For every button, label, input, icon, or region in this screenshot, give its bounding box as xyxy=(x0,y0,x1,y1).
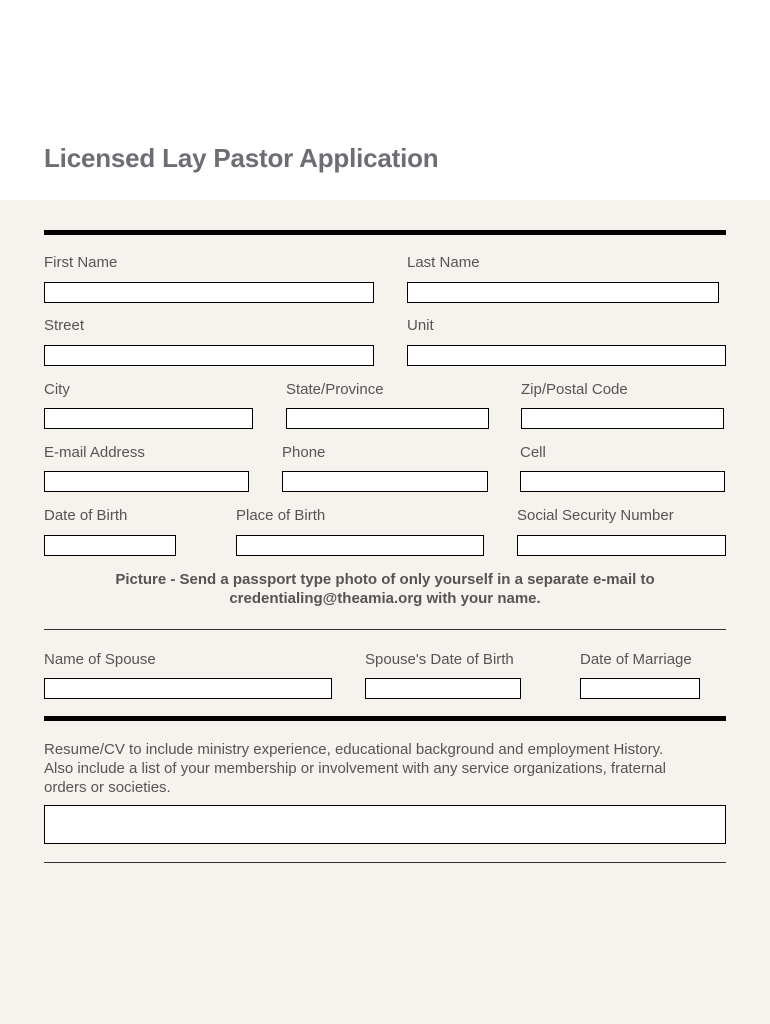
spouse-name-label: Name of Spouse xyxy=(44,651,156,668)
spouse-dob-label: Spouse's Date of Birth xyxy=(365,651,514,668)
divider-top xyxy=(44,230,726,235)
resume-instructions-line-2: Also include a list of your membership or involvement with any service organizations, fraternal xyxy=(44,760,666,777)
zip-label: Zip/Postal Code xyxy=(521,381,628,398)
picture-note xyxy=(44,570,726,608)
pob-field[interactable] xyxy=(236,535,484,556)
street-field[interactable] xyxy=(44,345,374,366)
picture-note-line-2: credentialing@theamia.org with your name. xyxy=(229,590,541,607)
state-field[interactable] xyxy=(286,408,489,429)
page-title: Licensed Lay Pastor Application xyxy=(44,143,439,173)
city-label: City xyxy=(44,381,70,398)
marriage-date-label: Date of Marriage xyxy=(580,651,692,668)
first-name-field[interactable] xyxy=(44,282,374,303)
dob-field[interactable] xyxy=(44,535,176,556)
picture-note-line-1: Picture - Send a passport type photo of only yourself in a separate e-mail to xyxy=(115,571,655,588)
state-label: State/Province xyxy=(286,381,384,398)
pob-label: Place of Birth xyxy=(236,507,326,524)
dob-label: Date of Birth xyxy=(44,507,128,524)
last-name-label: Last Name xyxy=(407,254,480,271)
divider-resume xyxy=(44,716,726,721)
page-header xyxy=(0,0,770,200)
zip-field[interactable] xyxy=(521,408,724,429)
first-name-label: First Name xyxy=(44,254,118,271)
divider-middle xyxy=(44,629,726,630)
spouse-name-field[interactable] xyxy=(44,678,332,699)
cell-field[interactable] xyxy=(520,471,725,492)
resume-instructions-line-1: Resume/CV to include ministry experience, educational background and employment History. xyxy=(44,741,664,758)
resume-field[interactable] xyxy=(44,805,726,844)
phone-field[interactable] xyxy=(282,471,488,492)
form-area xyxy=(0,200,770,1024)
unit-field[interactable] xyxy=(407,345,726,366)
unit-label: Unit xyxy=(407,317,434,334)
marriage-date-field[interactable] xyxy=(580,678,700,699)
spouse-dob-field[interactable] xyxy=(365,678,521,699)
ssn-label: Social Security Number xyxy=(517,507,674,524)
resume-instructions xyxy=(44,740,726,797)
divider-bottom xyxy=(44,862,726,863)
email-label: E-mail Address xyxy=(44,444,145,461)
phone-label: Phone xyxy=(282,444,326,461)
city-field[interactable] xyxy=(44,408,253,429)
cell-label: Cell xyxy=(520,444,546,461)
last-name-field[interactable] xyxy=(407,282,719,303)
ssn-field[interactable] xyxy=(517,535,726,556)
resume-instructions-line-3: orders or societies. xyxy=(44,779,171,796)
street-label: Street xyxy=(44,317,85,334)
email-field[interactable] xyxy=(44,471,249,492)
